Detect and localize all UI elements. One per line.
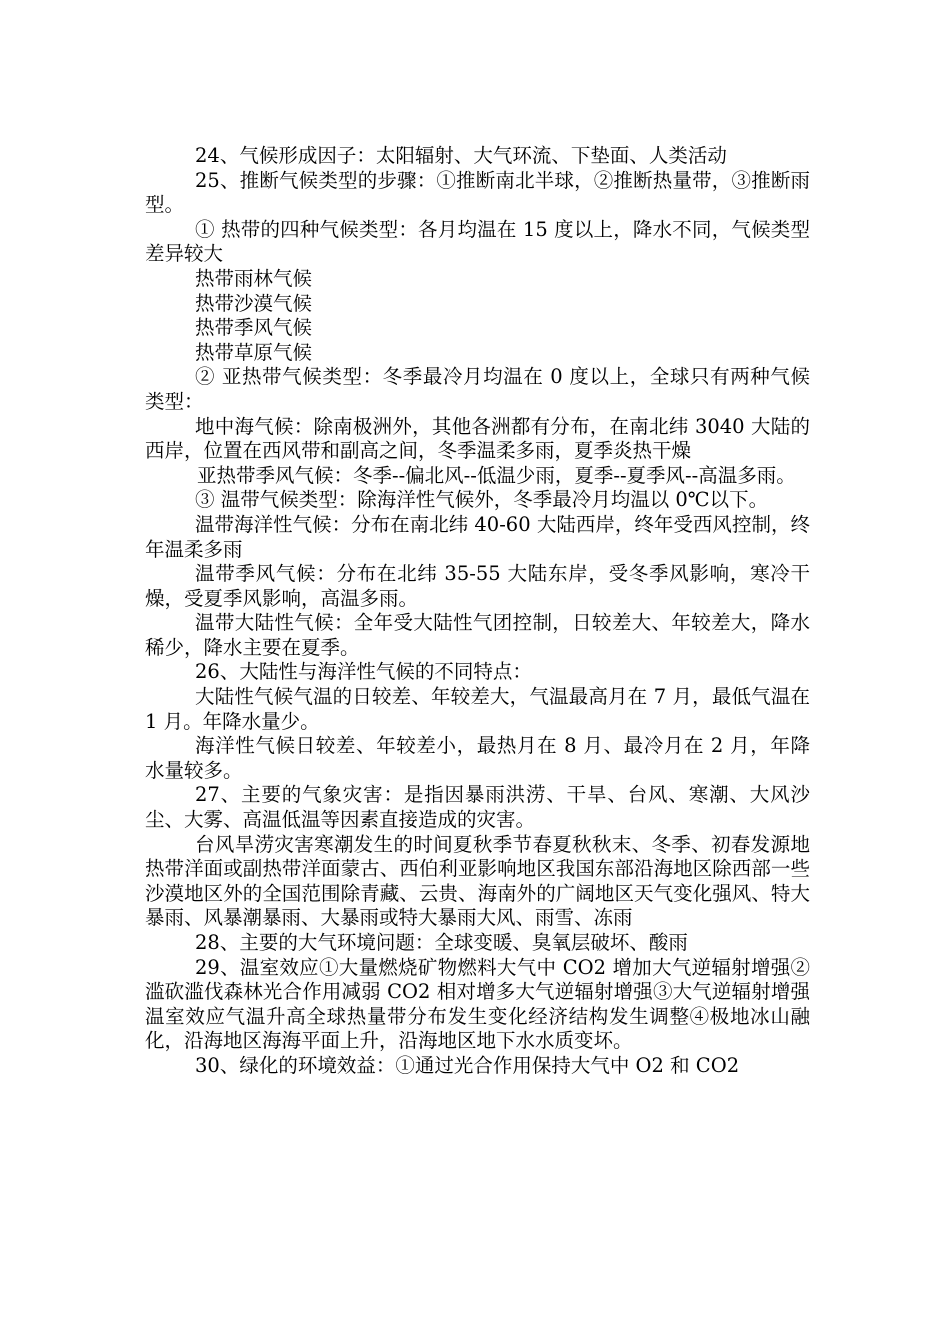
list-item-tropical-savanna: 热带草原气候 [195,340,313,364]
paragraph-26-continental-vs-maritime: 26、大陆性与海洋性气候的不同特点： [195,660,532,684]
paragraph-24-climate-factors: 24、气候形成因子：太阳辐射、大气环流、下垫面、人类活动 [195,144,727,167]
paragraph-28-atmospheric-problems: 28、主要的大气环境问题：全球变暖、臭氧层破坏、酸雨 [195,931,688,954]
paragraph-25-climate-type-steps: 25、推断气候类型的步骤：①推断南北半球，②推断热量带，③推断雨型。 [145,168,810,217]
paragraph-subtropical-monsoon: 亚热带季风气候：冬季--偏北风--低温少雨，夏季--夏季风--高温多雨。 [197,463,796,487]
paragraph-continental-features: 大陆性气候气温的日较差、年较差大，气温最高月在 7 月，最低气温在 1 月。年降水量少。 [145,685,810,733]
document-page [145,144,810,1079]
paragraph-temperate-climate-types: ③ 温带气候类型：除海洋性气候外，冬季最冷月均温以 0℃以下。 [195,488,769,512]
list-item-tropical-rainforest: 热带雨林气候 [195,266,313,290]
list-item-tropical-desert: 热带沙漠气候 [195,291,313,315]
paragraph-maritime-features: 海洋性气候日较差、年较差小，最热月在 8 月、最冷月在 2 月，年降水量较多。 [145,734,810,782]
paragraph-mediterranean-climate: 地中海气候：除南极洲外，其他各洲都有分布，在南北纬 3040 大陆的西岸，位置在西风带和副高之间，冬季温柔多雨，夏季炎热干燥 [145,414,810,463]
paragraph-disaster-table-text: 台风旱涝灾害寒潮发生的时间夏秋季节春夏秋秋末、冬季、初春发源地热带洋面或副热带洋面蒙古、西伯利亚影响地区我国东部沿海地区除西部一些沙漠地区外的全国范围除青藏、云贵、海南外的广阔地区天气变化强风、特大暴雨、风暴潮暴雨、大暴雨或特大暴雨大风、雨雪、冻雨 [145,832,810,930]
paragraph-temperate-monsoon: 温带季风气候：分布在北纬 35-55 大陆东岸，受冬季风影响，寒冷干燥，受夏季风影响，高温多雨。 [145,562,810,610]
paragraph-temperate-continental: 温带大陆性气候：全年受大陆性气团控制，日较差大、年较差大，降水稀少，降水主要在夏季。 [145,611,810,659]
paragraph-subtropical-climate-types: ② 亚热带气候类型：冬季最冷月均温在 0 度以上，全球只有两种气候类型： [145,365,810,413]
paragraph-tropical-climate-types: ① 热带的四种气候类型：各月均温在 15 度以上，降水不同，气候类型差异较大 [145,217,810,266]
paragraph-30-greening-benefits: 30、绿化的环境效益：①通过光合作用保持大气中 O2 和 CO2 [195,1053,740,1077]
paragraph-27-weather-disasters: 27、主要的气象灾害：是指因暴雨洪涝、干旱、台风、寒潮、大风沙尘、大雾、高温低温等因素直接造成的灾害。 [145,783,810,832]
paragraph-temperate-maritime: 温带海洋性气候：分布在南北纬 40-60 大陆西岸，终年受西风控制，终年温柔多雨 [145,512,810,561]
list-item-tropical-monsoon: 热带季风气候 [195,316,313,340]
paragraph-29-greenhouse-effect: 29、温室效应①大量燃烧矿物燃料大气中 CO2 增加大气逆辐射增强②滥砍滥伐森林光合作用减弱 CO2 相对增多大气逆辐射增强③大气逆辐射增强温室效应气温升高全球热量带分布发生变化经济结构发生调整④极地冰山融化，沿海地区海海平面上升，沿海地区地下水水质变坏。 [145,955,810,1053]
